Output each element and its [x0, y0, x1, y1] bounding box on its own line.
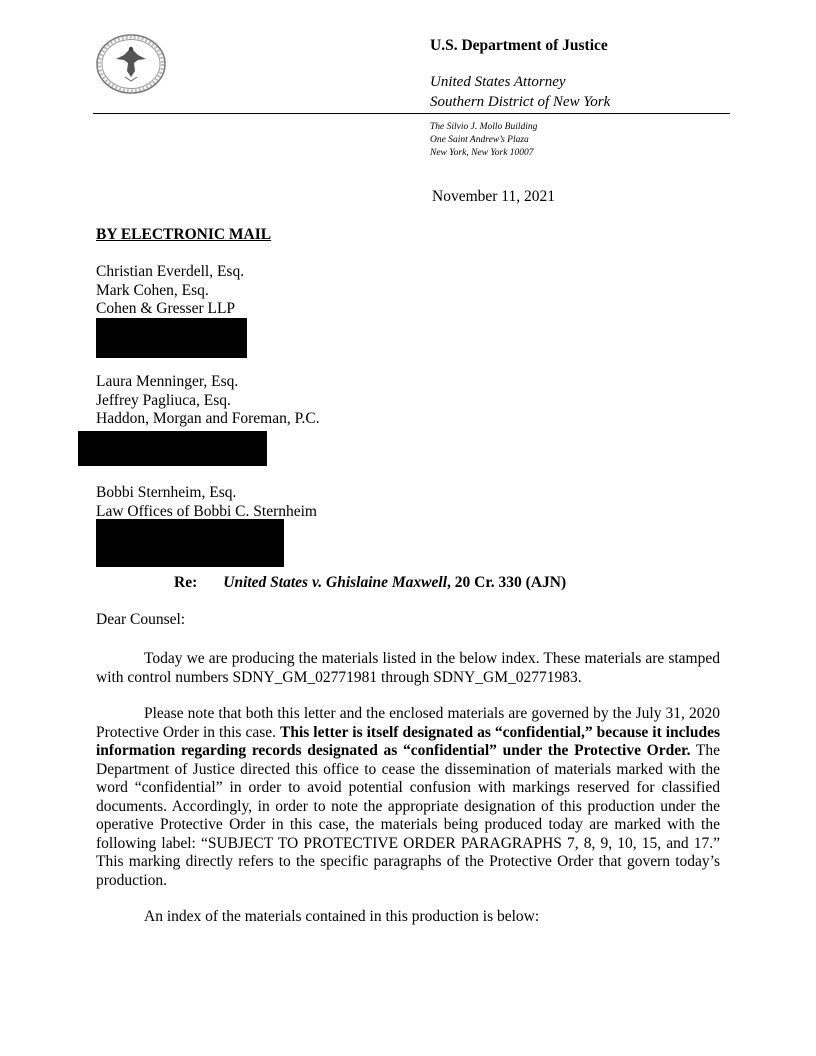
re-label: Re: [174, 574, 198, 591]
department-name: U.S. Department of Justice [430, 37, 608, 54]
recipient-line: Bobbi Sternheim, Esq. [96, 484, 237, 501]
letter-date: November 11, 2021 [432, 188, 555, 205]
case-name: United States v. Ghislaine Maxwell [223, 574, 448, 591]
paragraph-1: Today we are producing the materials listed in the below index. These materials are stamped with control numbers SDNY_GM_02771981 through SDNY_GM_02771983. [96, 650, 720, 686]
office-title: United States Attorney [430, 74, 566, 90]
recipient-line: Laura Menninger, Esq. [96, 373, 239, 390]
office-address [430, 121, 537, 160]
address-line: The Silvio J. Mollo Building [430, 122, 538, 132]
doj-seal-icon [94, 33, 168, 95]
address-line: New York, New York 10007 [430, 148, 534, 158]
recipient-block [96, 263, 244, 319]
paragraph-3: An index of the materials contained in this production is below: [144, 908, 540, 925]
re-line [174, 574, 566, 592]
paragraph-2 [96, 705, 720, 890]
recipient-line: Christian Everdell, Esq. [96, 263, 245, 280]
recipient-line: Jeffrey Pagliuca, Esq. [96, 391, 231, 409]
redaction-box [96, 519, 284, 567]
redaction-box [78, 431, 267, 466]
recipient-block [96, 484, 317, 521]
paragraph-2-text: The Department of Justice directed this office to cease the dissemination of materials marked with the word “confidential” in order to avoid potential confusion with markings reserved for classified documents. Accordingly, in order to note the appropriate designation of this production under the operative Protective Order in this case, the materials being produced today are marked with the following label: “SUBJECT TO PROTECTIVE ORDER PARAGRAPHS 7, 8, 9, 10, 15, and 17.” This marking directly refers to the specific paragraphs of the Protective Order that govern today’s production. [96, 742, 720, 889]
address-line: One Saint Andrew’s Plaza [430, 135, 529, 145]
recipient-line: Cohen & Gresser LLP [96, 300, 236, 317]
recipient-line: Law Offices of Bobbi C. Sternheim [96, 502, 317, 520]
paragraph-2-text: Please note that both this letter and the enclosed materials are governed by the July 31, 2020 Protective Order in this case. [96, 705, 720, 741]
office-district: Southern District of New York [430, 94, 611, 110]
salutation: Dear Counsel: [96, 611, 186, 628]
delivery-method: BY ELECTRONIC MAIL [96, 226, 272, 243]
header-divider [93, 113, 730, 114]
case-number: , 20 Cr. 330 (AJN) [447, 574, 567, 591]
confidential-notice: This letter is itself designated as “confidential,” because it includes information regarding records designated as “confidential” under the Protective Order. [96, 723, 720, 759]
redaction-box [96, 318, 247, 358]
recipient-line: Haddon, Morgan and Foreman, P.C. [96, 410, 320, 427]
recipient-line: Mark Cohen, Esq. [96, 281, 209, 299]
recipient-block [96, 373, 320, 429]
